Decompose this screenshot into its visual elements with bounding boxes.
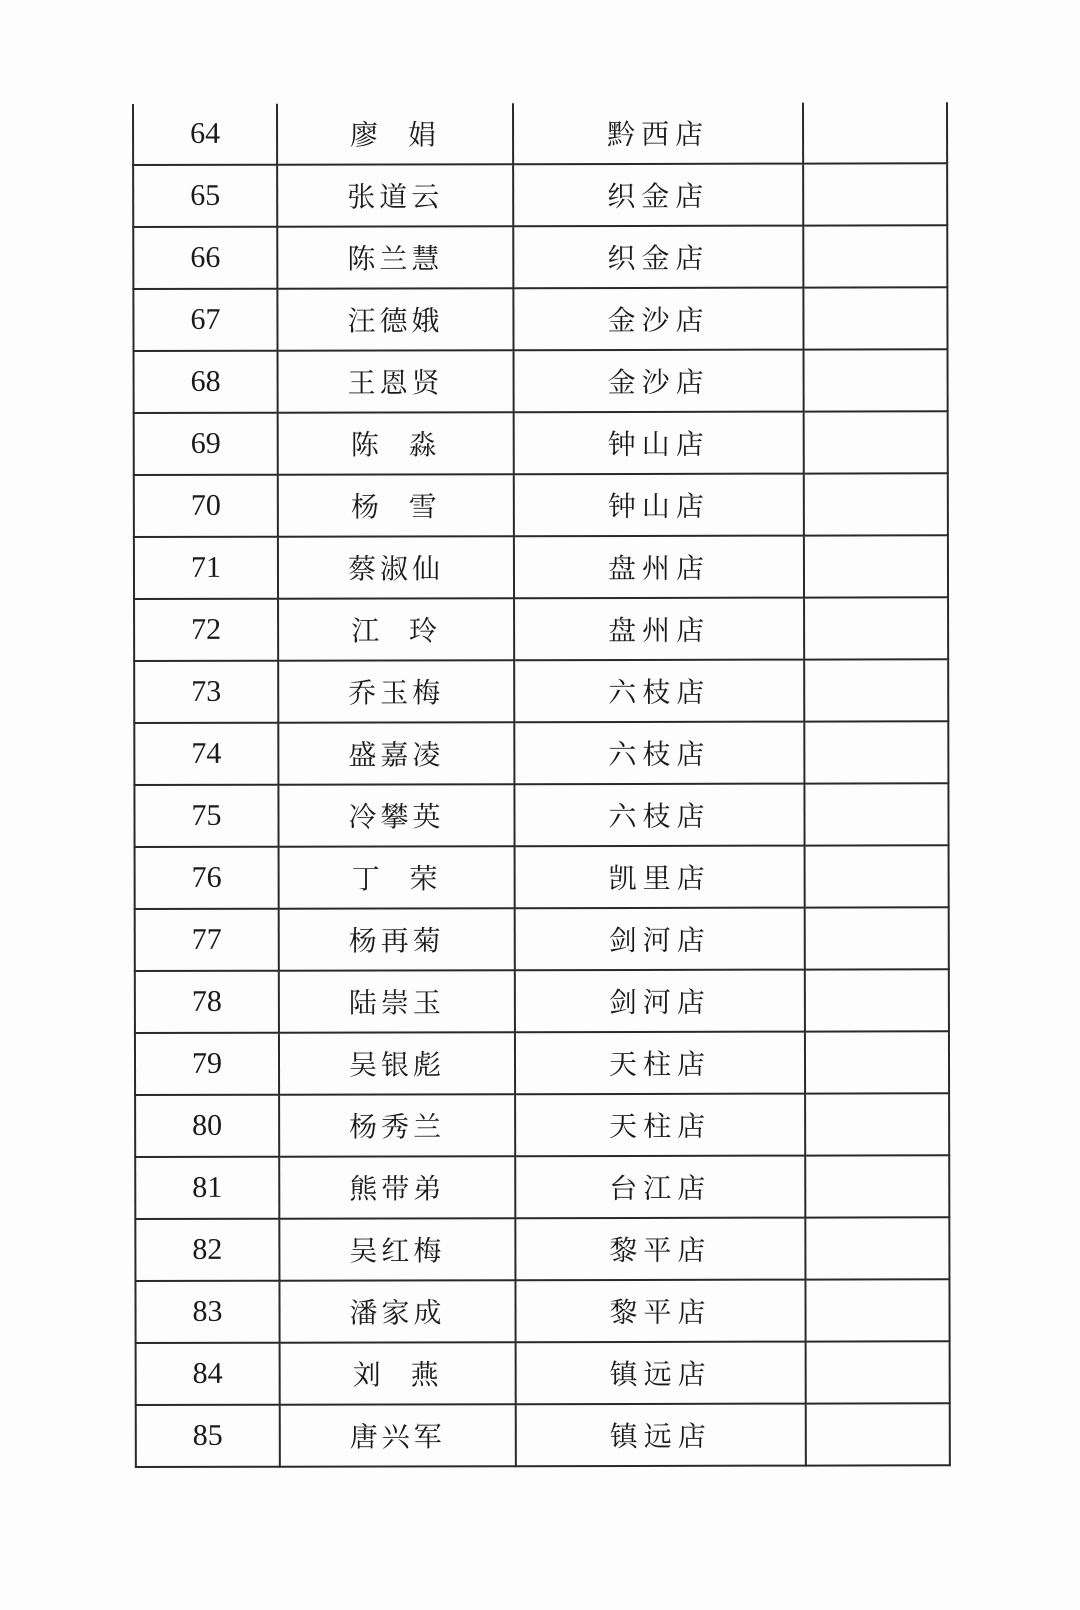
store-name-cell: 钟山店 [514,412,804,475]
row-number-cell: 72 [134,599,278,661]
store-name-cell: 黎平店 [515,1218,805,1281]
person-name-cell: 潘家成 [279,1280,515,1342]
table-row [133,225,947,289]
table-row [134,473,948,537]
person-name-cell: 唐兴军 [280,1404,516,1466]
table-row [135,845,949,909]
store-name-cell: 盘州店 [514,536,804,599]
remark-cell [803,225,947,287]
table-row [134,535,948,599]
row-number-cell: 67 [133,289,277,351]
row-number-cell: 85 [136,1405,280,1467]
remark-cell [804,411,948,473]
remark-cell [804,535,948,597]
remark-cell [805,1279,949,1341]
person-name-cell: 杨秀兰 [279,1094,515,1156]
table-row [134,721,948,785]
table-row [135,907,949,971]
table-row [134,597,948,661]
store-name-cell: 剑河店 [515,908,805,971]
person-name-cell: 杨 雪 [278,474,514,536]
remark-cell [803,163,947,225]
table-row [134,659,948,723]
remark-cell [806,1403,950,1465]
store-name-cell: 盘州店 [514,598,804,661]
store-name-cell: 天柱店 [515,1094,805,1157]
person-name-cell: 冷攀英 [278,784,514,846]
row-number-cell: 78 [135,971,279,1033]
row-number-cell: 81 [135,1157,279,1219]
row-number-cell: 66 [133,227,277,289]
remark-cell [804,349,948,411]
table-row [135,1217,949,1281]
row-number-cell: 80 [135,1095,279,1157]
remark-cell [805,1217,949,1279]
person-name-cell: 蔡淑仙 [278,536,514,598]
row-number-cell: 77 [135,909,279,971]
row-number-cell: 65 [133,165,277,227]
store-name-cell: 钟山店 [514,474,804,537]
remark-cell [804,783,948,845]
person-name-cell: 刘 燕 [280,1342,516,1404]
row-number-cell: 71 [134,537,278,599]
store-name-cell: 织金店 [513,226,803,289]
remark-cell [805,907,949,969]
table-row [135,1093,949,1157]
person-name-cell: 熊带弟 [279,1156,515,1218]
table-row [135,1155,949,1219]
remark-cell [803,102,947,163]
roster-table-body [133,102,950,1467]
remark-cell [804,473,948,535]
table-row [134,783,948,847]
remark-cell [803,287,947,349]
remark-cell [806,1341,950,1403]
person-name-cell: 陈 淼 [278,412,514,474]
person-name-cell: 汪德娥 [277,288,513,350]
person-name-cell: 王恩贤 [278,350,514,412]
remark-cell [804,721,948,783]
person-name-cell: 张道云 [277,164,513,226]
store-name-cell: 镇远店 [516,1404,806,1467]
row-number-cell: 84 [136,1343,280,1405]
person-name-cell: 吴红梅 [279,1218,515,1280]
table-row [134,349,948,413]
person-name-cell: 丁 荣 [279,846,515,908]
table-row [133,102,947,165]
roster-table-wrap [132,102,947,1480]
row-number-cell: 70 [134,475,278,537]
row-number-cell: 73 [134,661,278,723]
remark-cell [805,969,949,1031]
store-name-cell: 天柱店 [515,1032,805,1095]
person-name-cell: 吴银彪 [279,1032,515,1094]
row-number-cell: 83 [135,1281,279,1343]
row-number-cell: 75 [134,785,278,847]
table-row [134,411,948,475]
person-name-cell: 陈兰慧 [277,226,513,288]
table-row [133,287,947,351]
remark-cell [805,1031,949,1093]
remark-cell [805,1093,949,1155]
table-row [135,1031,949,1095]
person-name-cell: 江 玲 [278,598,514,660]
row-number-cell: 79 [135,1033,279,1095]
person-name-cell: 盛嘉凌 [278,722,514,784]
table-row [136,1341,950,1405]
person-name-cell: 廖 娟 [277,103,513,164]
store-name-cell: 织金店 [513,164,803,227]
store-name-cell: 凯里店 [515,846,805,909]
table-row [133,163,947,227]
row-number-cell: 64 [133,104,277,165]
store-name-cell: 金沙店 [514,350,804,413]
remark-cell [804,597,948,659]
person-name-cell: 陆崇玉 [279,970,515,1032]
table-row [136,1403,950,1467]
table-row [135,1279,949,1343]
store-name-cell: 六枝店 [514,660,804,723]
row-number-cell: 76 [135,847,279,909]
roster-table [132,102,951,1468]
row-number-cell: 69 [134,413,278,475]
store-name-cell: 六枝店 [514,722,804,785]
remark-cell [805,1155,949,1217]
store-name-cell: 剑河店 [515,970,805,1033]
row-number-cell: 68 [134,351,278,413]
table-row [135,969,949,1033]
store-name-cell: 六枝店 [514,784,804,847]
remark-cell [805,845,949,907]
store-name-cell: 黎平店 [515,1280,805,1343]
row-number-cell: 74 [134,723,278,785]
store-name-cell: 金沙店 [513,288,803,351]
row-number-cell: 82 [135,1219,279,1281]
remark-cell [804,659,948,721]
store-name-cell: 镇远店 [516,1342,806,1405]
person-name-cell: 乔玉梅 [278,660,514,722]
person-name-cell: 杨再菊 [279,908,515,970]
store-name-cell: 黔西店 [513,103,803,165]
store-name-cell: 台江店 [515,1156,805,1219]
